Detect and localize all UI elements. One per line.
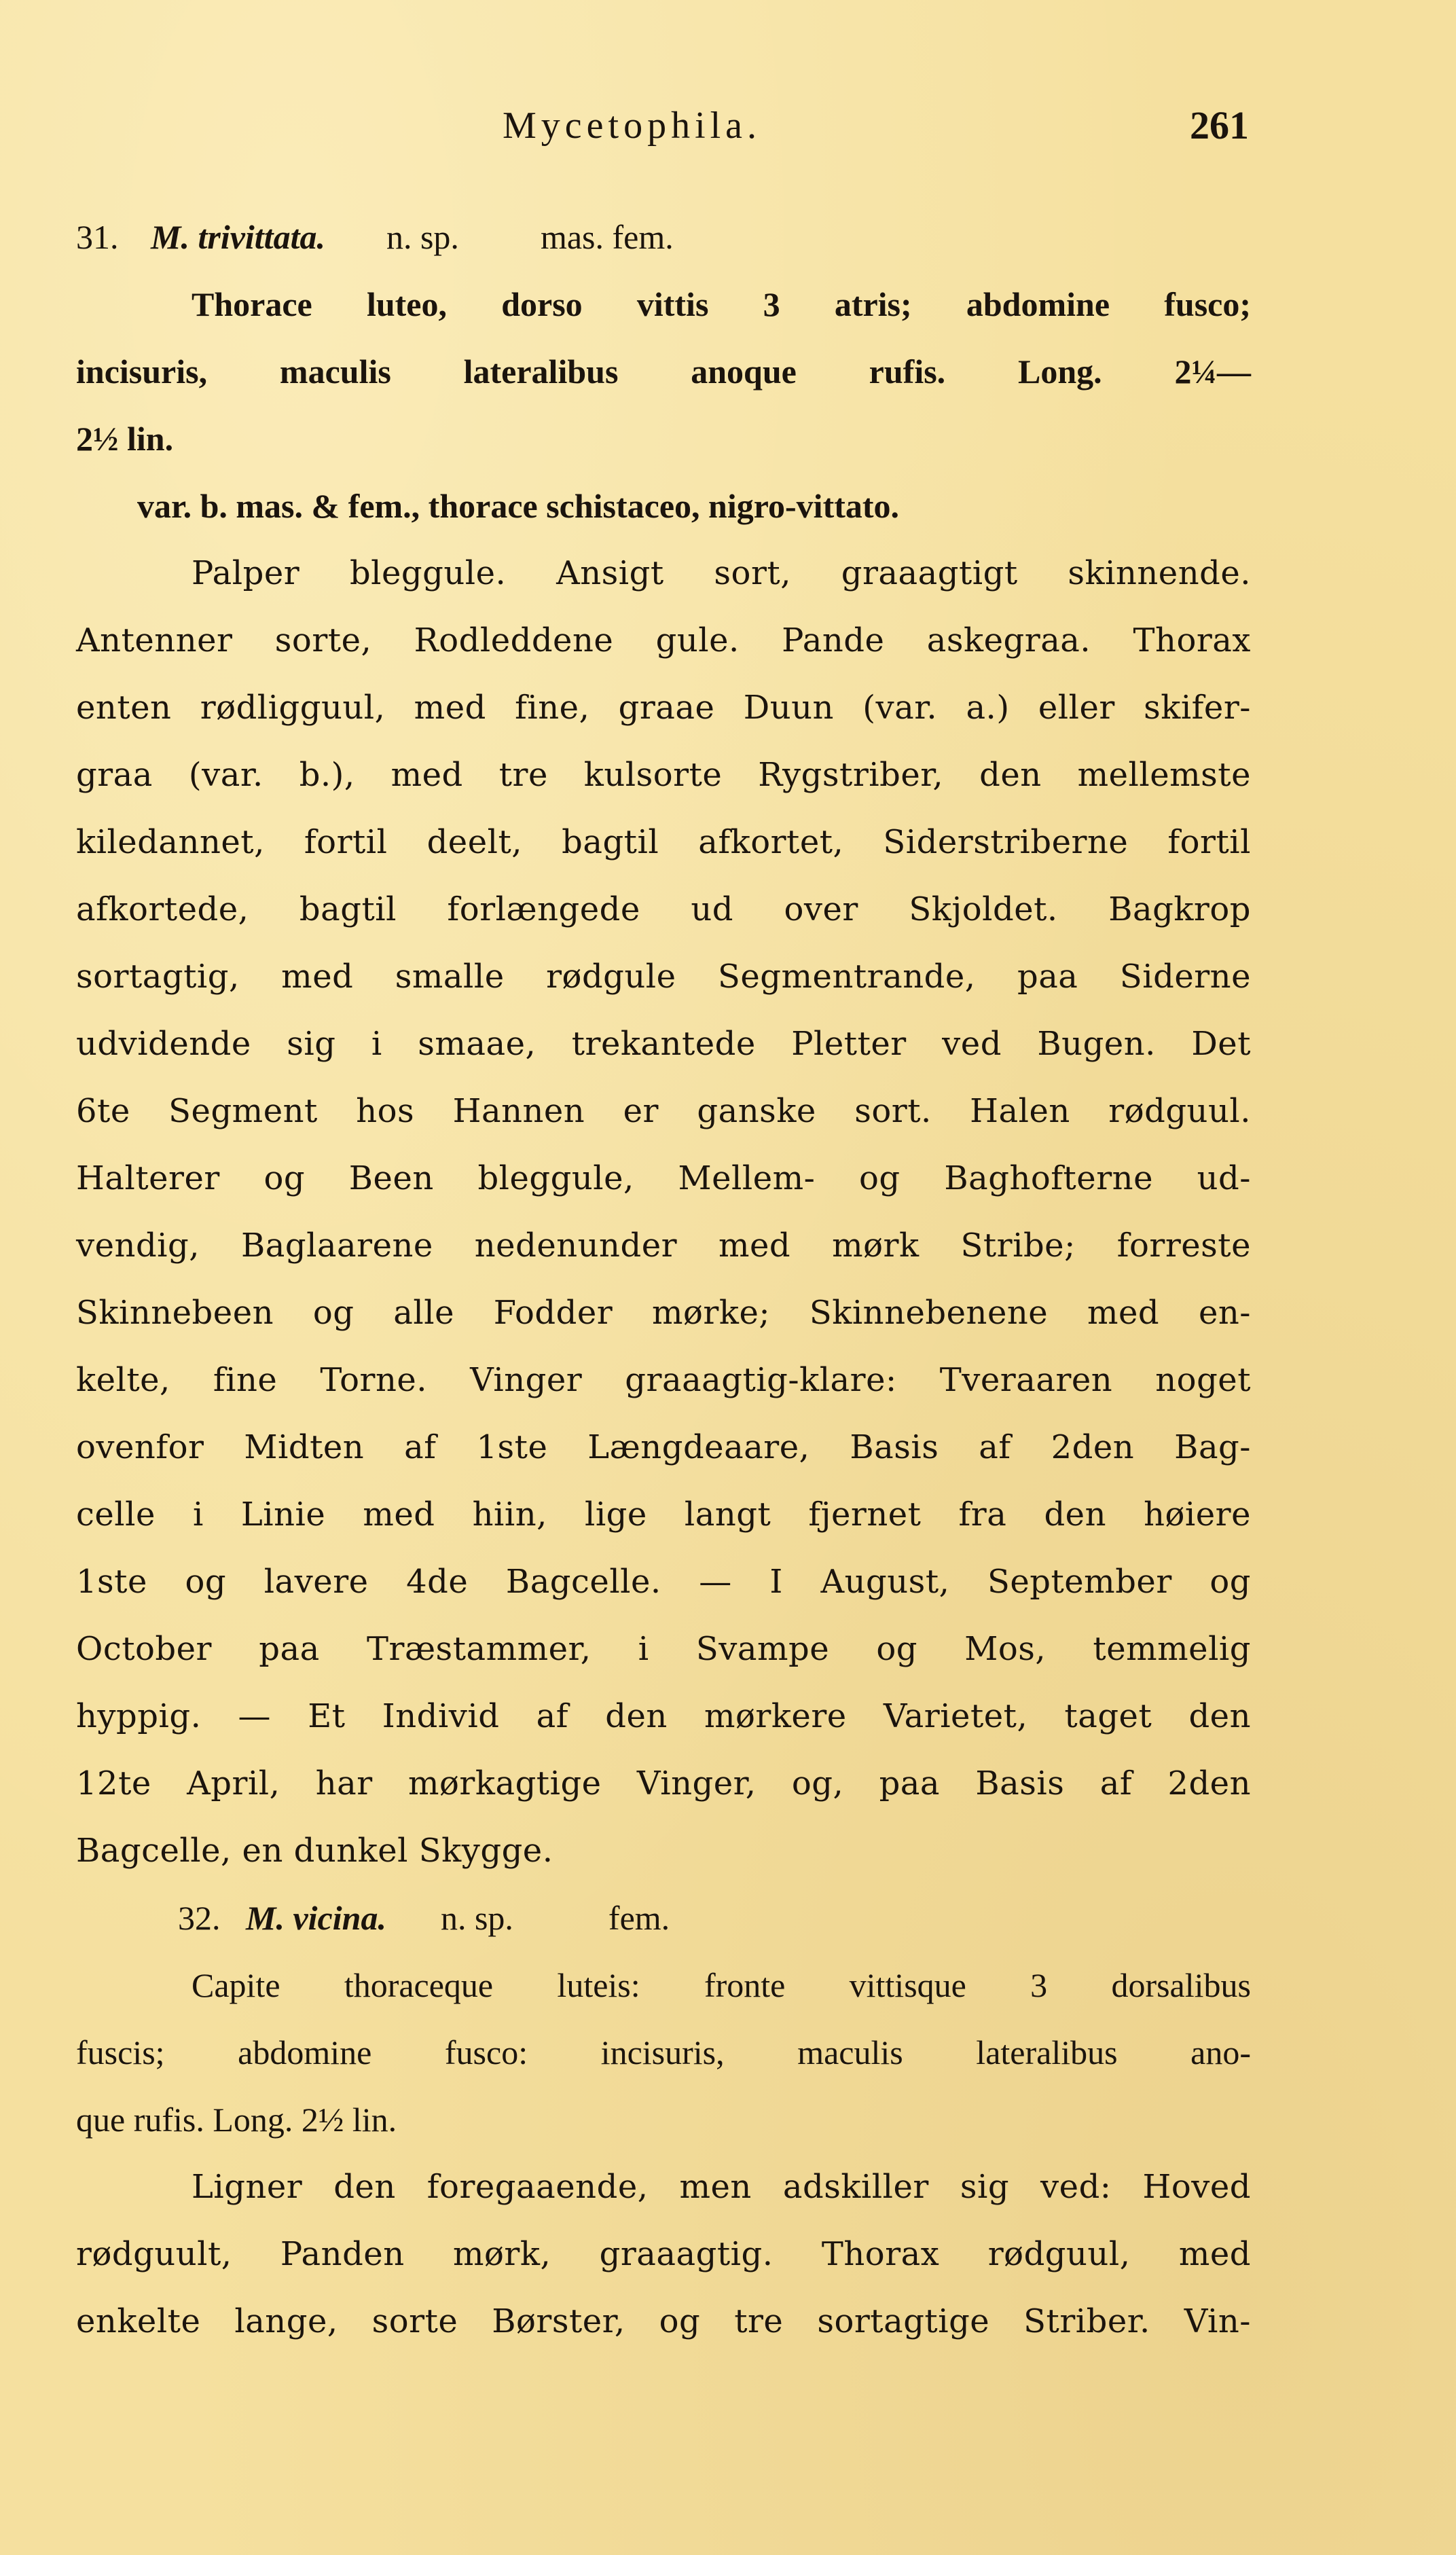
species-31-description-line: sortagtig, med smalle rødgule Segmentrande, paa Siderne xyxy=(76,958,1251,996)
species-31-diagnosis-line: Thorace luteo, dorso vittis 3 atris; abdomine fusco; xyxy=(192,285,1251,323)
species-32-diagnosis-line: Capite thoraceque luteis: fronte vittisque 3 dorsalibus xyxy=(192,1966,1251,2004)
species-31-name: trivittata. xyxy=(198,218,325,256)
species-32-sexes: fem. xyxy=(608,1899,670,1937)
species-32-description-line: enkelte lange, sorte Børster, og tre sortagtige Striber. Vin- xyxy=(76,2302,1251,2340)
species-32-heading xyxy=(76,1885,1251,1952)
species-32-status: n. sp. xyxy=(440,1899,513,1937)
species-31-description-line: Antenner sorte, Rodleddene gule. Pande askegraa. Thorax xyxy=(76,621,1251,659)
species-31-genus: M. xyxy=(151,218,189,256)
species-31-diagnosis-line: 2½ lin. xyxy=(76,420,174,458)
species-32-number: 32. xyxy=(178,1899,221,1937)
species-31-description-line: afkortede, bagtil forlængede ud over Skjoldet. Bagkrop xyxy=(76,890,1251,928)
species-31-number: 31. xyxy=(76,218,119,256)
species-31-description-line: October paa Træstammer, i Svampe og Mos, temmelig xyxy=(76,1630,1251,1668)
species-31-description-line: kiledannet, fortil deelt, bagtil afkortet, Siderstriberne fortil xyxy=(76,823,1251,861)
species-32-diagnosis-line: que rufis. Long. 2½ lin. xyxy=(76,2101,397,2139)
species-31-heading xyxy=(76,204,1251,271)
species-31-description-line: 1ste og lavere 4de Bagcelle. — I August, September og xyxy=(76,1563,1251,1601)
species-32-diagnosis-line: fuscis; abdomine fusco: incisuris, maculis lateralibus ano- xyxy=(76,2033,1251,2071)
species-31-description-line: Halterer og Been bleggule, Mellem- og Baghofterne ud- xyxy=(76,1159,1251,1197)
species-32-description-line: Ligner den foregaaende, men adskiller sig ved: Hoved xyxy=(192,2168,1251,2206)
species-31-status: n. sp. xyxy=(386,218,459,256)
species-31-variety: var. b. mas. & fem., thorace schistaceo, nigro-vittato. xyxy=(137,487,900,525)
species-31-description-line: ovenfor Midten af 1ste Længdeaare, Basis af 2den Bag- xyxy=(76,1428,1251,1466)
species-31-diagnosis-line: incisuris, maculis lateralibus anoque rufis. Long. 2¼— xyxy=(76,352,1251,391)
species-32-genus: M. xyxy=(246,1899,285,1937)
species-32-description-line: rødguult, Panden mørk, graaagtig. Thorax rødguul, med xyxy=(76,2235,1251,2273)
species-31-description-line: kelte, fine Torne. Vinger graaagtig-klare: Tveraaren noget xyxy=(76,1361,1251,1399)
page-header xyxy=(0,95,1456,156)
species-31-sexes: mas. fem. xyxy=(540,218,674,256)
page-number: 261 xyxy=(1190,103,1249,147)
species-31-description-line: 6te Segment hos Hannen er ganske sort. Halen rødguul. xyxy=(76,1092,1251,1130)
running-title: Mycetophila. xyxy=(503,105,762,147)
species-31-description-line: 12te April, har mørkagtige Vinger, og, paa Basis af 2den xyxy=(76,1764,1251,1802)
species-32-name: vicina. xyxy=(293,1899,386,1937)
species-31-description-line: Skinnebeen og alle Fodder mørke; Skinnebenene med en- xyxy=(76,1294,1251,1332)
species-31-description-line: graa (var. b.), med tre kulsorte Rygstriber, den mellemste xyxy=(76,756,1251,794)
page-body xyxy=(76,204,1251,2355)
species-31-description-line: Bagcelle, en dunkel Skygge. xyxy=(76,1832,553,1870)
species-31-description-line: udvidende sig i smaae, trekantede Pletter ved Bugen. Det xyxy=(76,1025,1251,1063)
species-31-description-line: enten rødligguul, med fine, graae Duun (var. a.) eller skifer- xyxy=(76,689,1251,727)
species-31-description-line: Palper bleggule. Ansigt sort, graaagtigt skinnende. xyxy=(192,554,1251,592)
species-31-description-line: celle i Linie med hiin, lige langt fjernet fra den høiere xyxy=(76,1496,1251,1534)
species-31-description-line: vendig, Baglaarene nedenunder med mørk Stribe; forreste xyxy=(76,1227,1251,1265)
species-31-description-line: hyppig. — Et Individ af den mørkere Varietet, taget den xyxy=(76,1697,1251,1735)
